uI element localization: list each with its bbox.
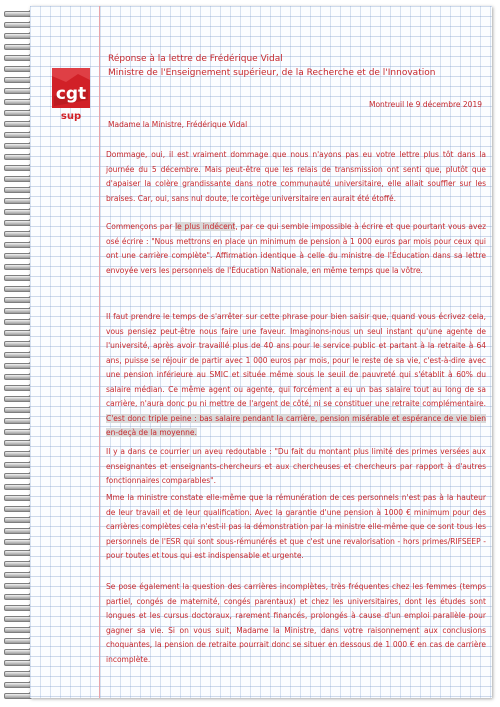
letter-title-line1: Réponse à la lettre de Frédérique Vidal bbox=[108, 54, 283, 64]
paragraph-5: Mme la ministre constate elle-même que la rémunération de ces personnels n'est pas à la hauteur de leur travail et de leur qualification. Avec la garantie d'une pension à 1000 € minimum pour des carrières complètes cela n'est-il pas la démonstration par la ministre elle-même que ce sont tous les personnels de l'ESR qui sont sous-rémunérés et que c'est une revalorisation - hors primes/RIFSEEP - pour toutes et tous qui est indispensable et urgente. bbox=[106, 493, 486, 560]
paragraph-6: Se pose également la question des carrières incomplètes, très fréquentes chez les femmes (temps partiel, congés de maternité, congés parentaux) et chez les universitaires, dont les études sont longues et les cursus doctoraux, rarement financés, prolongés à cause d'un emploi parallèle pour gagner sa vie. Si on vous suit, Madame la Ministre, dans votre raisonnement aux conclusions choquantes, la pension de retraite pourrait donc se situer en dessous de 1 000 € en cas de carrière incomplète. bbox=[106, 582, 486, 664]
svg-text:sup: sup bbox=[60, 111, 82, 122]
paragraph-1: Dommage, oui, il est vraiment dommage que nous n'ayons pas eu votre lettre plus tôt dans la journée du 5 décembre. Mais peut-être que les relais de transmission ont senti que, plutôt que d'apaiser la colère grandissante dans notre communauté universitaire, elle allait souffler sur les braises. Car, oui, sans nul doute, le cortège universitaire en aurait été étoffé. bbox=[106, 150, 486, 203]
cgt-sup-logo bbox=[48, 66, 98, 124]
paragraph-4: Il y a dans ce courrier un aveu redoutable : "Du fait du montant plus limité des primes versées aux enseignantes et enseignants-chercheurs et aux chercheuses et chercheurs par rapport à d'autres fonctionnaires comparables". bbox=[106, 447, 486, 485]
svg-text:cgt: cgt bbox=[55, 84, 87, 104]
letter-date: Montreuil le 9 décembre 2019 bbox=[368, 100, 482, 109]
letter-salutation: Madame la Ministre, Frédérique Vidal bbox=[108, 120, 248, 129]
highlighted-phrase: le plus indécent bbox=[175, 222, 236, 231]
paragraph-2: Commençons par le plus indécent, par ce qui semble impossible à écrire et que pourtant vous avez osé écrire : "Nous mettrons en place un minimum de pension à 1 000 euros par mois pour ceux qui ont une carrière complète". Affirmation identique à celle du ministre de l'Éducation dans sa lettre envoyée vers les personnels de l'Éducation Nationale, en même temps que la vôtre. bbox=[106, 222, 487, 275]
paragraph-3: Il faut prendre le temps de s'arrêter sur cette phrase pour bien saisir que, quand vous écrivez cela, vous pensiez peut-être nous faire une faveur. Imaginons-nous un seul instant qu'une agente de l'université, après avoir travaillé plus de 40 ans pour le service public et partant à la retraite à 64 ans, puisse se réjouir de partir avec 1 000 euros par mois, pour le reste de sa vie, c'est-à-dire avec une pension inférieure au SMIC et située même sous le seuil de pauvreté qui s'établit à 60% du salaire médian. Ce même agent ou agente, qui forcément a eu un bas salaire tout au long de sa carrière, n'aura donc pu ni mettre de l'argent de côté, ni se constituer une retraite complémentaire. C'est donc triple peine : bas salaire pendant la carrière, pension misérable et espérance de vie bien en-deçà de la moyenne. bbox=[106, 312, 486, 437]
highlighted-sentence: C'est donc triple peine : bas salaire pendant la carrière, pension misérable et espérance de vie bien en-deçà de la moyenne. bbox=[106, 413, 486, 437]
letter-title-line2: Ministre de l'Enseignement supérieur, de la Recherche et de l'Innovation bbox=[108, 68, 436, 78]
